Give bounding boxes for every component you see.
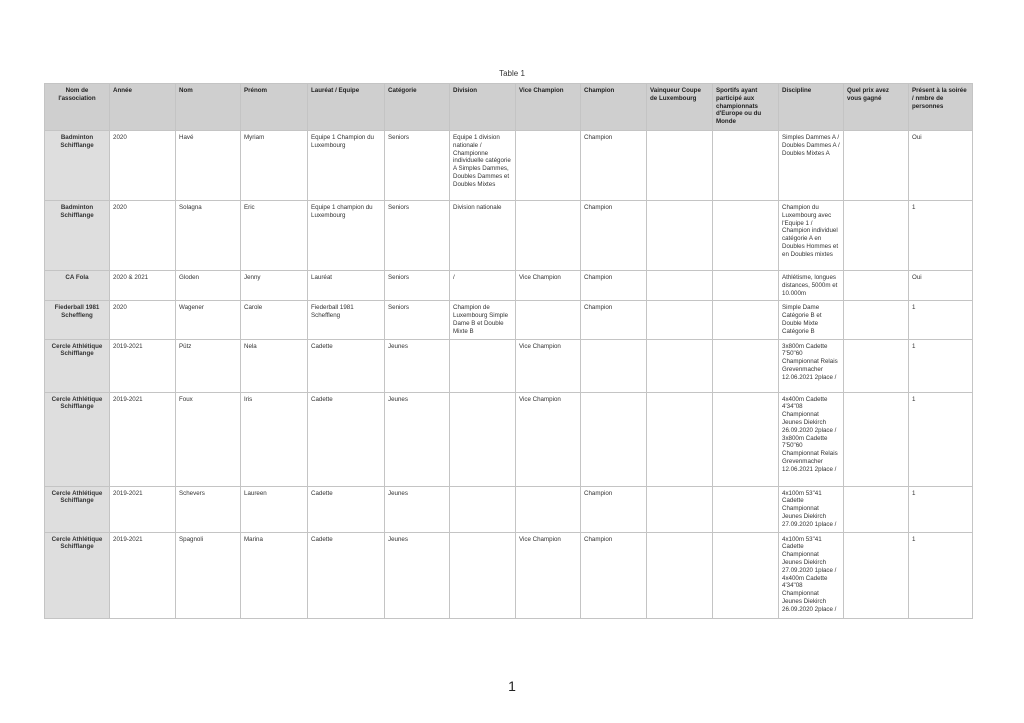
col-header-categorie: Catégorie [385,84,450,131]
cell-association: Cercle Athlétique Schifflange [45,392,110,486]
cell-vice-champion [516,301,581,339]
col-header-annee: Année [110,84,176,131]
cell-categorie: Jeunes [385,532,450,618]
table-body [45,131,973,619]
table-title: Table 1 [499,69,525,78]
cell-association: Badminton Schifflange [45,201,110,271]
cell-laureat: Fiederball 1981 Scheffleng [308,301,385,339]
cell-nom: Foux [176,392,241,486]
col-header-prix: Quel prix avez vous gagné [844,84,909,131]
cell-sportifs [713,201,779,271]
cell-present: 1 [909,201,973,271]
cell-present: Oui [909,271,973,301]
cell-annee: 2020 [110,301,176,339]
cell-coupe [647,201,713,271]
cell-prix [844,131,909,201]
cell-coupe [647,301,713,339]
cell-vice-champion: Vice Champion [516,532,581,618]
cell-coupe [647,532,713,618]
cell-discipline: Simples Dammes A / Doubles Dammes A / Doubles Mixtes A [779,131,844,201]
cell-present: 1 [909,532,973,618]
cell-categorie: Jeunes [385,339,450,392]
cell-sportifs [713,271,779,301]
cell-vice-champion [516,486,581,532]
col-header-division: Division [450,84,516,131]
table-row [45,131,973,201]
col-header-vice-champion: Vice Champion [516,84,581,131]
cell-champion [581,339,647,392]
col-header-association: Nom de l'association [45,84,110,131]
cell-champion: Champion [581,532,647,618]
cell-coupe [647,392,713,486]
cell-association: CA Fola [45,271,110,301]
header-row [45,84,973,131]
cell-champion: Champion [581,201,647,271]
cell-sportifs [713,339,779,392]
col-header-discipline: Discipline [779,84,844,131]
cell-prenom: Jenny [241,271,308,301]
cell-association: Cercle Athlétique Schifflange [45,486,110,532]
cell-champion: Champion [581,131,647,201]
cell-present: 1 [909,339,973,392]
cell-present: Oui [909,131,973,201]
cell-vice-champion: Vice Champion [516,392,581,486]
cell-division [450,392,516,486]
table-row [45,339,973,392]
cell-prix [844,201,909,271]
cell-annee: 2019-2021 [110,392,176,486]
cell-champion: Champion [581,271,647,301]
cell-categorie: Jeunes [385,486,450,532]
cell-annee: 2020 [110,201,176,271]
cell-nom: Pütz [176,339,241,392]
cell-association: Fiederball 1981 Scheffleng [45,301,110,339]
cell-champion: Champion [581,486,647,532]
cell-discipline: Champion du Luxembourg avec l'Equipe 1 / Champion individuel catégorie A en Doubles Hommes et en Doubles mixtes [779,201,844,271]
cell-division [450,486,516,532]
cell-nom: Spagnoli [176,532,241,618]
cell-laureat: Cadette [308,392,385,486]
cell-discipline: 4x100m 53"41 Cadette Championnat Jeunes Diekirch 27.09.2020 1place / 4x400m Cadette 4'34"08 Championnat Jeunes Diekirch 26.09.2020 2place / [779,532,844,618]
cell-prix [844,271,909,301]
cell-prenom: Laureen [241,486,308,532]
cell-laureat: Lauréat [308,271,385,301]
cell-prix [844,301,909,339]
cell-nom: Havé [176,131,241,201]
cell-present: 1 [909,392,973,486]
cell-nom: Gloden [176,271,241,301]
cell-annee: 2020 [110,131,176,201]
cell-present: 1 [909,301,973,339]
cell-division: / [450,271,516,301]
cell-sportifs [713,131,779,201]
cell-champion [581,392,647,486]
cell-discipline: 3x800m Cadette 7'50"60 Championnat Relais Grevenmacher 12.06.2021 2place / [779,339,844,392]
table-row [45,301,973,339]
cell-nom: Wagener [176,301,241,339]
cell-prenom: Iris [241,392,308,486]
cell-annee: 2019-2021 [110,486,176,532]
cell-categorie: Seniors [385,271,450,301]
cell-prix [844,532,909,618]
cell-laureat: Cadette [308,532,385,618]
table-row [45,271,973,301]
laureates-table [44,83,973,619]
page-number: 1 [508,678,516,694]
cell-division: Champion de Luxembourg Simple Dame B et Double Mixte B [450,301,516,339]
cell-present: 1 [909,486,973,532]
cell-categorie: Jeunes [385,392,450,486]
cell-categorie: Seniors [385,131,450,201]
cell-vice-champion [516,201,581,271]
cell-sportifs [713,301,779,339]
cell-prenom: Myriam [241,131,308,201]
cell-nom: Solagna [176,201,241,271]
cell-discipline: 4x400m Cadette 4'34"08 Championnat Jeunes Diekirch 26.09.2020 2place / 3x800m Cadette 7'50"60 Championnat Relais Grevenmacher 12.06.2021 2place / [779,392,844,486]
cell-annee: 2020 & 2021 [110,271,176,301]
table-row [45,486,973,532]
cell-coupe [647,339,713,392]
col-header-present: Présent à la soirée / nmbre de personnes [909,84,973,131]
cell-annee: 2019-2021 [110,532,176,618]
cell-annee: 2019-2021 [110,339,176,392]
cell-laureat: Cadette [308,339,385,392]
cell-prenom: Carole [241,301,308,339]
cell-laureat: Equipe 1 champion du Luxembourg [308,201,385,271]
cell-association: Cercle Athlétique Schifflange [45,532,110,618]
col-header-prenom: Prénom [241,84,308,131]
cell-division: Equipe 1 division nationale / Championne individuelle catégorie A Simples Dammes, Doubles Dammes et Doubles Mixtes [450,131,516,201]
col-header-champion: Champion [581,84,647,131]
cell-coupe [647,486,713,532]
cell-division [450,339,516,392]
cell-prix [844,392,909,486]
cell-coupe [647,131,713,201]
cell-vice-champion: Vice Champion [516,271,581,301]
cell-laureat: Equipe 1 Champion du Luxembourg [308,131,385,201]
cell-discipline: Simple Dame Catégorie B et Double Mixte Catégorie B [779,301,844,339]
cell-coupe [647,271,713,301]
col-header-laureat: Lauréat / Equipe [308,84,385,131]
col-header-sportifs: Sportifs ayant participé aux championnats d'Europe ou du Monde [713,84,779,131]
cell-sportifs [713,486,779,532]
cell-champion: Champion [581,301,647,339]
cell-prix [844,486,909,532]
cell-vice-champion [516,131,581,201]
cell-sportifs [713,532,779,618]
col-header-nom: Nom [176,84,241,131]
table-row [45,392,973,486]
cell-division [450,532,516,618]
cell-association: Cercle Athlétique Schifflange [45,339,110,392]
table-row [45,201,973,271]
cell-discipline: 4x100m 53"41 Cadette Championnat Jeunes Diekirch 27.09.2020 1place / [779,486,844,532]
cell-prenom: Nela [241,339,308,392]
cell-nom: Schevers [176,486,241,532]
cell-discipline: Athlétisme, longues distances, 5000m et 10.000m [779,271,844,301]
cell-prix [844,339,909,392]
cell-division: Division nationale [450,201,516,271]
cell-laureat: Cadette [308,486,385,532]
cell-vice-champion: Vice Champion [516,339,581,392]
cell-prenom: Marina [241,532,308,618]
cell-prenom: Eric [241,201,308,271]
col-header-coupe: Vainqueur Coupe de Luxembourg [647,84,713,131]
cell-sportifs [713,392,779,486]
cell-categorie: Seniors [385,301,450,339]
table-row [45,532,973,618]
cell-association: Badminton Schifflange [45,131,110,201]
cell-categorie: Seniors [385,201,450,271]
